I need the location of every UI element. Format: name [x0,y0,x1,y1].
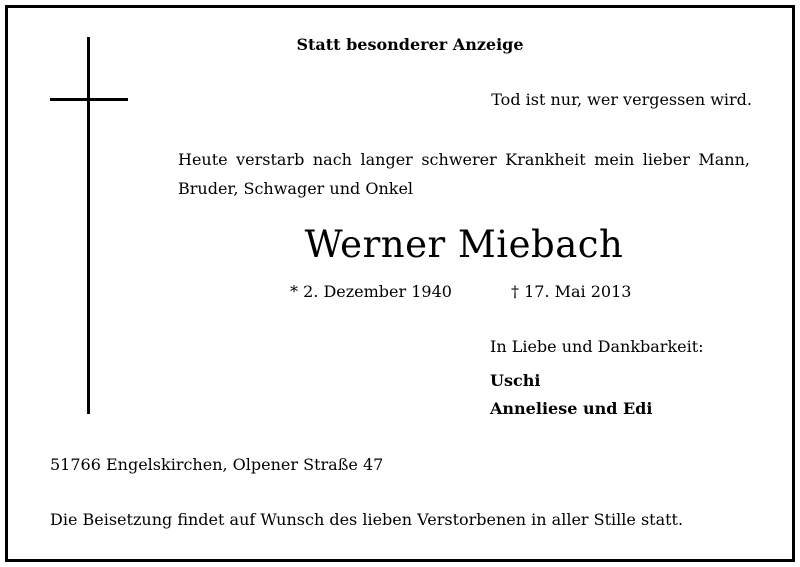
notice-header: Statt besonderer Anzeige [296,35,524,54]
memorial-quote: Tod ist nur, wer vergessen wird. [491,90,752,109]
birth-date: * 2. Dezember 1940 [290,282,452,301]
cross-horizontal-bar [50,98,128,101]
funeral-note: Die Beisetzung findet auf Wunsch des lieben Verstorbenen in aller Stille statt. [50,510,684,529]
cross-vertical-bar [87,37,90,414]
address: 51766 Engelskirchen, Olpener Straße 47 [50,455,384,474]
closing-phrase: In Liebe und Dankbarkeit: [490,337,704,356]
deceased-name: Werner Miebach [304,223,624,266]
death-date: † 17. Mai 2013 [511,282,632,301]
signatory-name: Anneliese und Edi [490,399,653,418]
signatory-name: Uschi [490,371,541,390]
intro-text: Heute verstarb nach langer schwerer Krankheit mein lieber Mann, Bruder, Schwager und Onkel [178,150,750,198]
